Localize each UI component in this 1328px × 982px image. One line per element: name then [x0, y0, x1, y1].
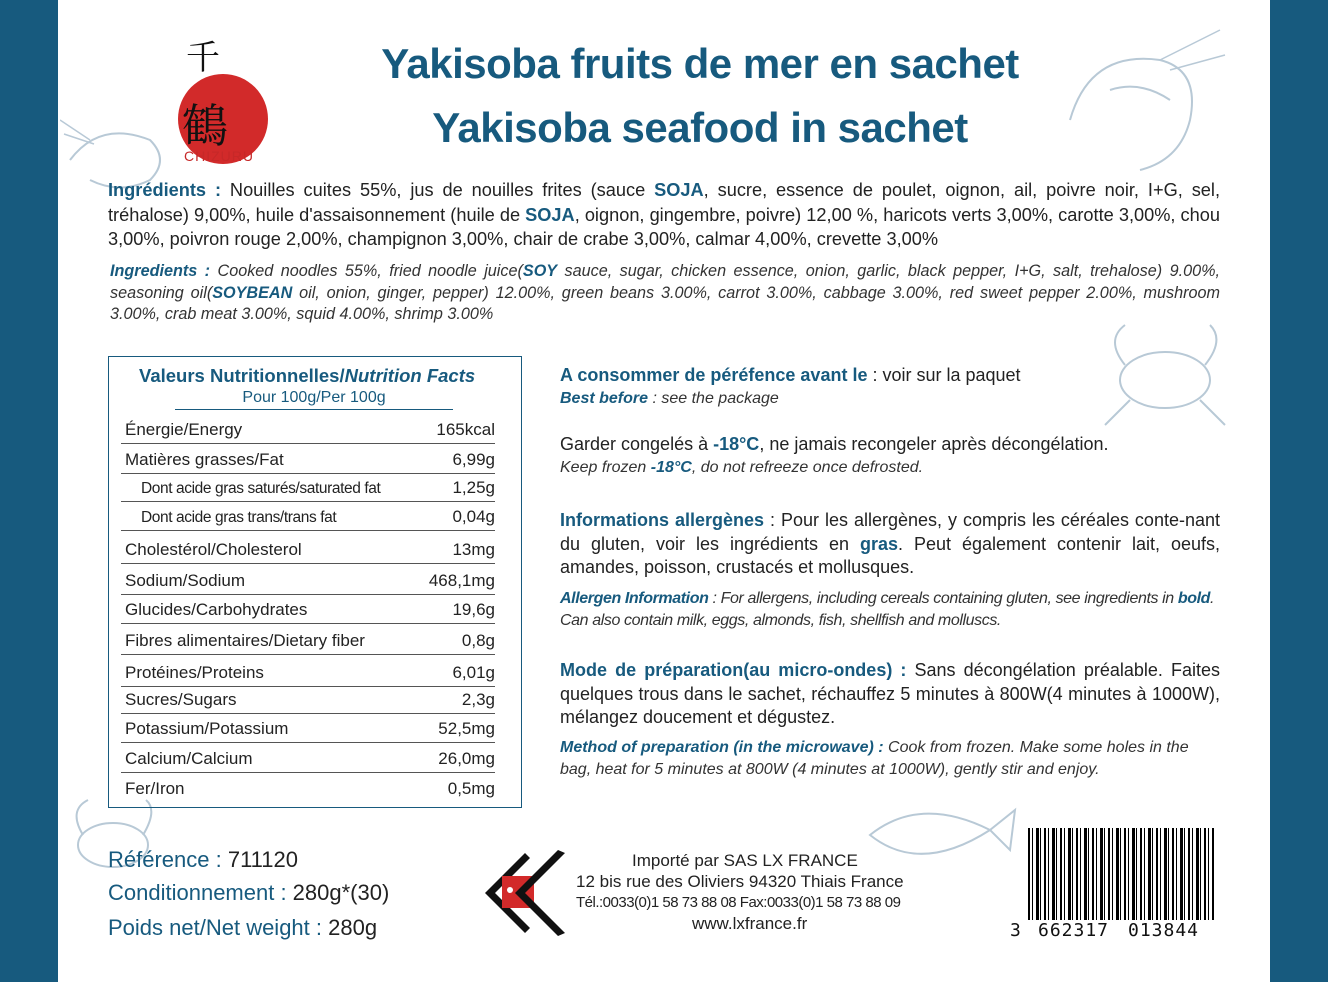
nutrition-table	[108, 356, 522, 808]
ingredients-fr-text-2: , sucre, essence de poulet, oignon, ail, poivre noir, I+G, sel, tréhalose) 9,00%, huile d'assaisonnement (huile de	[108, 180, 1221, 225]
nutrient-label: Dont acide gras saturés/saturated fat	[141, 480, 381, 497]
nutrition-per-100g: Pour 100g/Per 100g	[175, 389, 453, 410]
chizuru-logo	[172, 30, 282, 170]
lx-france-logo	[480, 848, 570, 938]
net-weight-line	[108, 915, 377, 941]
nutrient-label: Protéines/Proteins	[125, 663, 264, 682]
allergens-en-text-a: : For allergens, including cereals containing gluten, see ingredients in	[708, 590, 1178, 607]
nutrient-label: Sodium/Sodium	[125, 571, 246, 590]
nutrition-row	[121, 473, 495, 502]
barcode-bars	[1028, 828, 1214, 920]
best-before-block	[560, 364, 1230, 409]
logo-kanji-top: 千	[186, 38, 220, 78]
nutrition-row	[121, 626, 495, 655]
ingredients-en-text-2: sauce, sugar, chicken essence, onion, garlic, black pepper, I+G, salt, trehalose) 9.00%, seasoning oil(	[110, 262, 1220, 302]
preparation-fr-text: Sans décongélation préalable. Faites quelques trous dans le sachet, réchauffez 5 minutes à 800W(4 minutes à 1000W), mélangez doucement et dégustez.	[560, 660, 1221, 727]
reference-label: Référence :	[108, 847, 228, 872]
storage-fr-text-a: Garder congelés à	[560, 434, 714, 454]
nutrient-label: Sucres/Sugars	[125, 690, 237, 709]
ingredients-en-text-1: Cooked noodles 55%, fried noodle juice(	[210, 262, 523, 280]
packaging-value: 280g*(30)	[292, 880, 390, 905]
allergen-soybean: SOYBEAN	[212, 283, 293, 302]
nutrition-title-fr: Valeurs Nutritionnelles/	[139, 365, 345, 386]
nutrient-label: Potassium/Potassium	[125, 719, 289, 738]
allergens-fr-label: Informations allergènes	[560, 510, 765, 530]
storage-fr	[560, 433, 1230, 457]
nutrition-row	[121, 744, 495, 773]
storage-en-text-b: , do not refreeze once defrosted.	[691, 458, 924, 476]
nutrient-label: Matières grasses/Fat	[125, 450, 284, 469]
preparation-en-text	[560, 737, 1220, 780]
right-border-band	[1270, 0, 1328, 982]
importer-website: www.lxfrance.fr	[692, 914, 808, 933]
barcode-digit-first: 3	[1010, 920, 1022, 941]
barcode	[1010, 828, 1214, 941]
nutrient-value: 468,1mg	[428, 571, 495, 590]
preparation-en	[560, 737, 1220, 780]
allergens-en-bold-word: bold	[1177, 590, 1211, 607]
storage-en	[560, 457, 1230, 479]
allergens-en-text	[560, 588, 1220, 631]
nutrition-row	[121, 658, 495, 687]
ingredients-fr	[108, 178, 1220, 252]
storage-fr-text-b: , ne jamais recongeler après décongélation.	[759, 434, 1109, 454]
importer-info	[576, 850, 956, 934]
ingredients-fr-label: Ingrédients :	[108, 180, 222, 200]
product-title-fr: Yakisoba fruits de mer en sachet	[381, 40, 1019, 87]
nutrient-label: Fibres alimentaires/Dietary fiber	[125, 631, 365, 650]
nutrient-value: 6,01g	[452, 663, 495, 682]
best-before-fr-value: : voir sur la paquet	[867, 365, 1021, 385]
storage-temperature-en: -18°C	[650, 458, 692, 476]
nutrient-value: 52,5mg	[438, 719, 495, 738]
nutrient-label: Énergie/Energy	[125, 420, 243, 439]
nutrient-label: Glucides/Carbohydrates	[125, 600, 308, 619]
preparation-fr-label: Mode de préparation(au micro-ondes) :	[560, 660, 907, 680]
nutrition-row	[121, 502, 495, 531]
best-before-fr-label: A consommer de péréfence avant le	[560, 365, 868, 385]
best-before-en-value: : see the package	[648, 389, 779, 407]
net-weight-value: 280g	[328, 915, 378, 940]
packaging-line	[108, 880, 389, 906]
product-title-en: Yakisoba seafood in sachet	[432, 104, 968, 151]
allergen-soja-2: SOJA	[525, 204, 575, 225]
allergen-soja-1: SOJA	[654, 180, 704, 200]
reference-value: 711120	[227, 847, 298, 872]
nutrient-value: 0,04g	[452, 507, 495, 526]
nutrient-value: 0,8g	[461, 631, 495, 650]
logo-brand-name: CHIZURU	[184, 148, 254, 164]
nutrient-value: 2,3g	[461, 690, 495, 709]
nutrient-label: Fer/Iron	[125, 779, 185, 798]
best-before-fr	[560, 364, 1230, 388]
nutrition-row	[121, 685, 495, 714]
reference-line	[108, 847, 298, 873]
storage-temperature: -18°C	[713, 434, 760, 454]
nutrition-title-en: Nutrition Facts	[344, 365, 476, 386]
preparation-en-body: Cook from frozen. Make some holes in the bag, heat for 5 minutes at 800W (4 minutes at 1000W), gently stir and enjoy.	[560, 739, 1189, 778]
ingredients-fr-text-1: Nouilles cuites 55%, jus de nouilles frites (sauce	[221, 180, 655, 200]
nutrition-row	[121, 535, 495, 564]
nutrient-value: 165kcal	[436, 420, 495, 439]
packaging-label: Conditionnement :	[108, 880, 293, 905]
allergens-en-text-b: . Can also contain milk, eggs, almonds, fish, shellfish and molluscs.	[560, 590, 1215, 629]
nutrition-title	[139, 365, 475, 387]
ingredients-fr-text-3: , oignon, gingembre, poivre) 12,00 %, haricots verts 3,00%, carotte 3,00%, chou 3,00%, poivron rouge 2,00%, champignon 3,00%, chair de crabe 3,00%, calmar 4,00%, crevette 3,00%	[108, 204, 1220, 249]
allergens-fr	[560, 509, 1220, 580]
nutrition-row	[121, 566, 495, 595]
nutrient-label: Dont acide gras trans/trans fat	[141, 509, 337, 526]
nutrient-label: Cholestérol/Cholesterol	[125, 540, 302, 559]
nutrition-row	[121, 714, 495, 743]
ingredients-en-label: Ingredients :	[110, 262, 211, 280]
allergens-en	[560, 588, 1220, 631]
left-border-band	[0, 0, 58, 982]
net-weight-label: Poids net/Net weight :	[108, 915, 329, 940]
barcode-group-1: 662317	[1038, 920, 1110, 941]
ingredients-en	[110, 261, 1220, 326]
best-before-en	[560, 388, 1230, 410]
nutrient-value: 0,5mg	[447, 779, 495, 798]
allergens-fr-text-b: . Peut également contenir lait, oeufs, amandes, poisson, crustacés et mollusques.	[560, 533, 1220, 577]
storage-block	[560, 433, 1230, 478]
importer-address: 12 bis rue des Oliviers 94320 Thiais France	[576, 872, 904, 891]
allergens-fr-bold-word: gras	[859, 533, 898, 554]
best-before-en-label: Best before	[560, 389, 649, 407]
nutrient-value: 1,25g	[452, 478, 495, 497]
allergens-fr-text-a: : Pour les allergènes, y compris les céréales conte-nant du gluten, voir les ingrédients en	[560, 510, 1220, 554]
storage-en-text-a: Keep frozen	[560, 458, 651, 476]
preparation-en-label: Method of preparation (in the microwave) :	[560, 739, 884, 756]
importer-name: Importé par SAS LX FRANCE	[632, 851, 858, 870]
ingredients-en-text-3: oil, onion, ginger, pepper) 12.00%, green beans 3.00%, carrot 3.00%, cabbage 3.00%, red sweet pepper 2.00%, mushroom 3.00%, crab meat 3.00%, squid 4.00%, shrimp 3.00%	[110, 283, 1220, 323]
nutrient-label: Calcium/Calcium	[125, 749, 253, 768]
nutrient-value: 26,0mg	[438, 749, 495, 768]
preparation-fr	[560, 659, 1220, 730]
nutrient-value: 13mg	[452, 540, 495, 559]
allergens-en-label: Allergen Information	[560, 590, 709, 607]
nutrition-row	[121, 595, 495, 624]
nutrient-value: 19,6g	[452, 600, 495, 619]
importer-phone-fax: Tél.:0033(0)1 58 73 88 08 Fax:0033(0)1 58 73 88 09	[576, 894, 901, 911]
allergen-soy: SOY	[522, 262, 558, 280]
nutrition-row	[121, 774, 495, 802]
barcode-group-2: 013844	[1128, 920, 1200, 941]
nutrition-row	[121, 415, 495, 444]
nutrition-row	[121, 445, 495, 474]
nutrient-value: 6,99g	[452, 450, 495, 469]
logo-kanji-bottom: 鶴	[182, 99, 228, 153]
